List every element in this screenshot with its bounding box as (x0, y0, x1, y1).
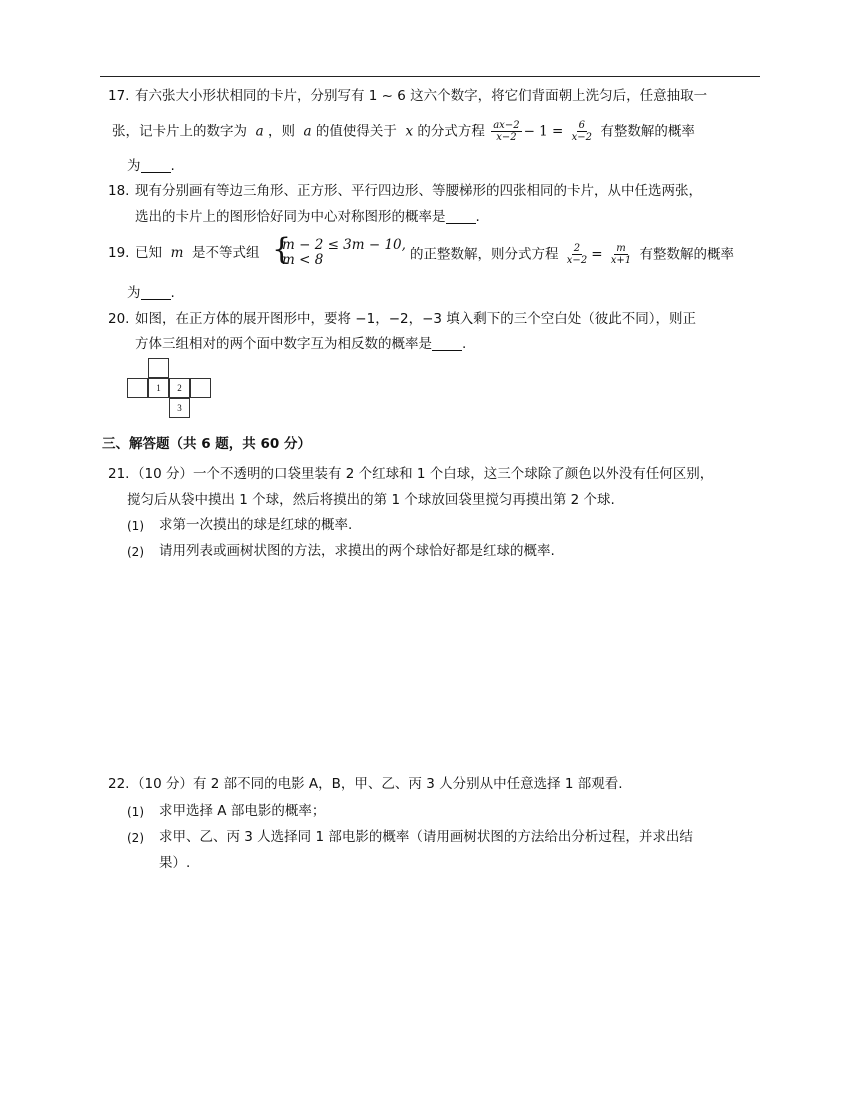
net-cell (127, 378, 148, 398)
q20-line1: 如图，在正方体的展开图形中，要将 −1，−2，−3 填入剩下的三个空白处（彼此不同），则正 (135, 311, 697, 327)
q22-line1: （10 分）有 2 部不同的电影 A，B，甲、乙、丙 3 人分别从中任意选择 1 部观看. (131, 776, 623, 792)
q21-line2: 搅匀后从袋中摸出 1 个球，然后将摸出的第 1 个球放回袋里搅匀再摸出第 2 个球. (127, 492, 615, 508)
answer-blank[interactable] (432, 336, 462, 351)
sub-label: (2) (127, 831, 144, 845)
q17-line1: 有六张大小形状相同的卡片，分别写有 1 ~ 6 这六个数字，将它们背面朝上洗匀后，任意抽取一 (135, 88, 708, 104)
answer-blank[interactable] (446, 209, 476, 224)
fraction: $\frac{m}{x+1}$ (610, 243, 632, 266)
variable-x: x (405, 123, 414, 140)
fraction: $\frac{ax-2}{x-2}$ (493, 120, 520, 143)
question-number: 17. (108, 88, 130, 104)
q22-sub1: 求甲选择 A 部电影的概率； (159, 803, 326, 819)
q21-sub1: 求第一次摸出的球是红球的概率. (159, 517, 353, 533)
sub-label: (1) (127, 805, 144, 819)
answer-blank[interactable] (141, 158, 171, 173)
q18-line2: 选出的卡片上的图形恰好同为中心对称图形的概率是 . (135, 209, 480, 225)
q22-sub2-cont: 果）. (159, 855, 191, 871)
question-number: 18. (108, 183, 130, 199)
brace: { (272, 232, 292, 267)
sub-label: (1) (127, 519, 144, 533)
answer-blank[interactable] (141, 285, 171, 300)
q19-line2: 为 . (127, 285, 175, 301)
variable-a: a (255, 123, 264, 140)
q19-line1-b: 的正整数解，则分式方程 $\frac{2}{x-2}$ = $\frac{m}{x+1}$ 有整数解的概率 (410, 243, 734, 266)
question-number: 21. (108, 466, 130, 482)
net-cell (148, 358, 169, 378)
section-heading: 三、解答题（共 6 题，共 60 分） (102, 436, 311, 452)
sub-label: (2) (127, 545, 144, 559)
q21-line1: （10 分）一个不透明的口袋里装有 2 个红球和 1 个白球，这三个球除了颜色以外没有任何区别， (131, 466, 714, 482)
question-number: 19. (108, 245, 130, 261)
net-cell: 2 (169, 378, 190, 398)
inequality-system: m − 2 ≤ 3m − 10, m < 8 (282, 237, 406, 268)
q21-sub2: 请用列表或画树状图的方法，求摸出的两个球恰好都是红球的概率. (159, 543, 555, 559)
net-cell (190, 378, 211, 398)
net-cell: 1 (148, 378, 169, 398)
fraction: $\frac{6}{x-2}$ (571, 120, 593, 143)
q18-line1: 现有分别画有等边三角形、正方形、平行四边形、等腰梯形的四张相同的卡片，从中任选两张， (135, 183, 702, 199)
net-cell: 3 (169, 398, 190, 418)
variable-a: a (303, 123, 312, 140)
question-number: 22. (108, 776, 130, 792)
q22-sub2: 求甲、乙、丙 3 人选择同 1 部电影的概率（请用画树状图的方法给出分析过程，并求出结 (159, 829, 693, 845)
q19-line1-a: 已知 m 是不等式组 (135, 245, 260, 261)
q17-line3: 为 . (127, 158, 175, 174)
question-number: 20. (108, 311, 130, 327)
header-rule (100, 76, 760, 77)
q17-line2: 张，记卡片上的数字为 a ，则 a 的值使得关于 x 的分式方程 $\frac{ax-2}{x-2}$ − 1 = $\frac{6}{x-2}$ 有整数解的概率 (112, 120, 695, 143)
q20-line2: 方体三组相对的两个面中数字互为相反数的概率是 . (135, 336, 467, 352)
variable-m: m (170, 245, 184, 261)
fraction: $\frac{2}{x-2}$ (566, 243, 588, 266)
